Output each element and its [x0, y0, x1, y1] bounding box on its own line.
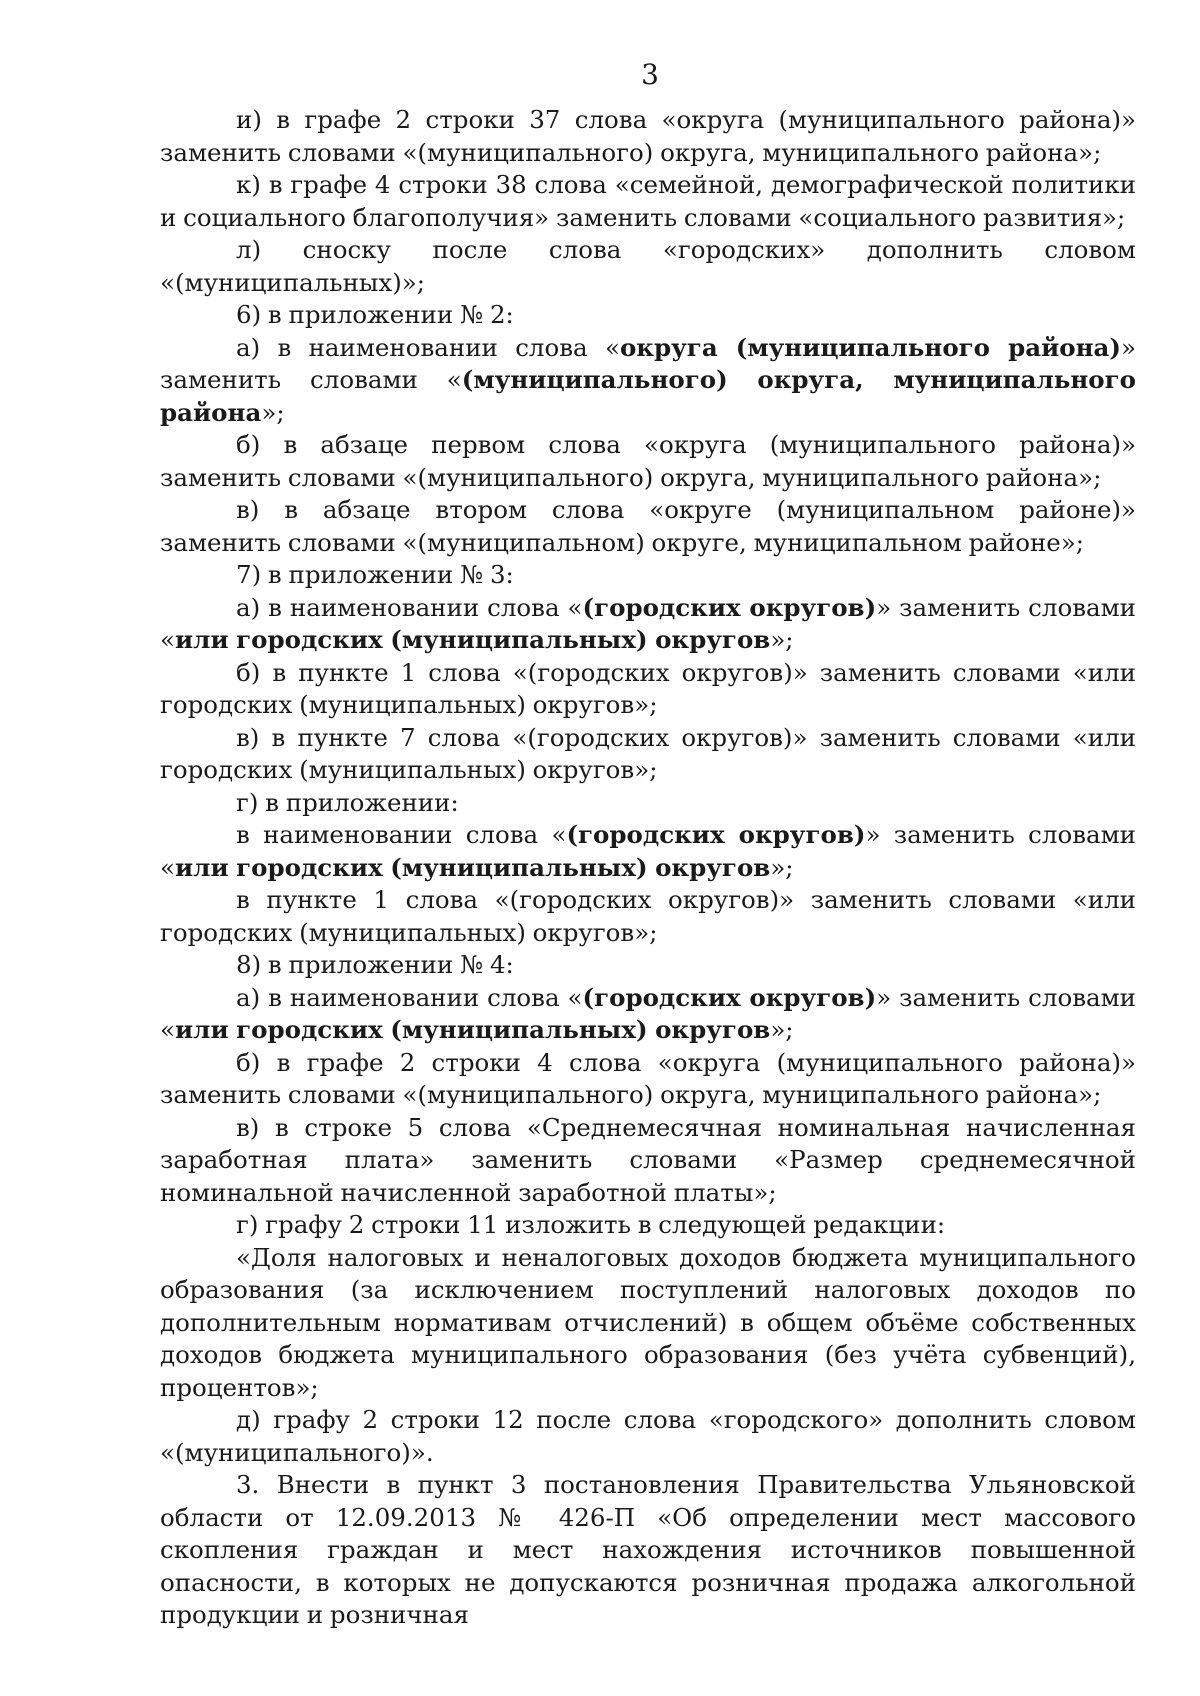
- paragraph: [160, 884, 1136, 949]
- text-segment: в наименовании слова «: [236, 820, 567, 849]
- text-segment: »;: [770, 852, 794, 882]
- text-segment: » заменить словами «: [160, 332, 1136, 394]
- bold-text: или городских (муниципальных) округов: [175, 625, 771, 654]
- paragraph: [160, 949, 1136, 982]
- text-segment: 6) в приложении № 2:: [236, 300, 514, 329]
- text-segment: » заменить словами «: [160, 592, 1136, 654]
- text-segment: а) в наименовании слова «: [236, 332, 620, 362]
- text-segment: б) в пункте 1 слова «(городских округов)» заменить словами «или городских (муниципальных) округов»;: [160, 657, 1136, 719]
- bold-text: (муниципального) округа, муниципального района: [160, 365, 1136, 427]
- text-segment: г) в приложении:: [236, 787, 459, 817]
- text-segment: л) сноску после слова «городских» дополнить словом «(муниципальных)»;: [160, 235, 1136, 297]
- paragraph: [160, 1404, 1136, 1469]
- page-number: 3: [641, 58, 659, 91]
- paragraph: [160, 1112, 1136, 1210]
- text-segment: а) в наименовании слова «: [236, 592, 583, 622]
- paragraph: [160, 104, 1136, 169]
- paragraph: [160, 234, 1136, 299]
- text-segment: б) в абзаце первом слова «округа (муниципального района)» заменить словами «(муниципального) округа, муниципального района»;: [160, 430, 1136, 492]
- text-segment: »;: [770, 625, 794, 654]
- bold-text: или городских (муниципальных) округов: [175, 852, 771, 882]
- paragraph: [160, 1047, 1136, 1112]
- paragraph: [160, 982, 1136, 1047]
- paragraph: [160, 657, 1136, 722]
- text-segment: 8) в приложении № 4:: [236, 950, 514, 979]
- paragraph: [160, 819, 1136, 884]
- paragraph: [160, 299, 1136, 332]
- paragraph: [160, 494, 1136, 559]
- text-segment: 3. Внести в пункт 3 постановления Правительства Ульяновской области от 12.09.2013 № 426-П «Об определении мест массового скопления граждан и мест нахождения источников повышенной опасности, в которых не допускаются розничная продажа алкогольной продукции и розничная: [160, 1470, 1136, 1629]
- bold-text: (городских округов): [582, 982, 877, 1012]
- text-segment: «Доля налоговых и неналоговых доходов бюджета муниципального образования (за исключением поступлений налоговых доходов по дополнительным нормативам отчислений) в общем объёме собственных доходов бюджета муниципального образования (без учёта субвенций), процентов»;: [160, 1242, 1136, 1402]
- text-segment: и) в графе 2 строки 37 слова «округа (муниципального района)» заменить словами «(муниципального) округа, муниципального района»;: [160, 105, 1136, 167]
- text-segment: в) в абзаце втором слова «округе (муниципальном районе)» заменить словами «(муниципальном) округе, муниципальном районе»;: [160, 495, 1136, 557]
- text-segment: г) графу 2 строки 11 изложить в следующей редакции:: [236, 1210, 946, 1239]
- text-segment: » заменить словами «: [160, 982, 1136, 1044]
- bold-text: (городских округов): [566, 820, 866, 849]
- text-segment: в) в строке 5 слова «Среднемесячная номинальная начисленная заработная плата» заменить словами «Размер среднемесячной номинальной начисленной заработной платы»;: [160, 1112, 1136, 1207]
- text-segment: 7) в приложении № 3:: [236, 560, 514, 589]
- text-segment: в пункте 1 слова «(городских округов)» заменить словами «или городских (муниципальных) округов»;: [160, 885, 1136, 947]
- bold-text: или городских (муниципальных) округов: [175, 1015, 771, 1044]
- bold-text: (городских округов): [582, 592, 877, 622]
- paragraph: [160, 592, 1136, 657]
- paragraph: [160, 559, 1136, 592]
- text-segment: »;: [261, 397, 285, 427]
- text-segment: а) в наименовании слова «: [236, 982, 583, 1012]
- text-segment: » заменить словами «: [160, 820, 1136, 882]
- text-segment: д) графу 2 строки 12 после слова «городского» дополнить словом «(муниципального)».: [160, 1405, 1136, 1467]
- paragraph: [160, 787, 1136, 820]
- bold-text: округа (муниципального района): [619, 332, 1121, 362]
- text-segment: »;: [770, 1015, 794, 1044]
- paragraph: [160, 169, 1136, 234]
- paragraph: [160, 722, 1136, 787]
- document-body: [160, 104, 1136, 1632]
- paragraph: [160, 429, 1136, 494]
- paragraph: [160, 1242, 1136, 1405]
- text-segment: б) в графе 2 строки 4 слова «округа (муниципального района)» заменить словами «(муниципального) округа, муниципального района»;: [160, 1047, 1136, 1109]
- paragraph: [160, 1469, 1136, 1632]
- paragraph: [160, 1209, 1136, 1242]
- text-segment: к) в графе 4 строки 38 слова «семейной, демографической политики и социального благополучия» заменить словами «социального развития»;: [160, 170, 1136, 232]
- text-segment: в) в пункте 7 слова «(городских округов)» заменить словами «или городских (муниципальных) округов»;: [160, 722, 1136, 784]
- paragraph: [160, 332, 1136, 430]
